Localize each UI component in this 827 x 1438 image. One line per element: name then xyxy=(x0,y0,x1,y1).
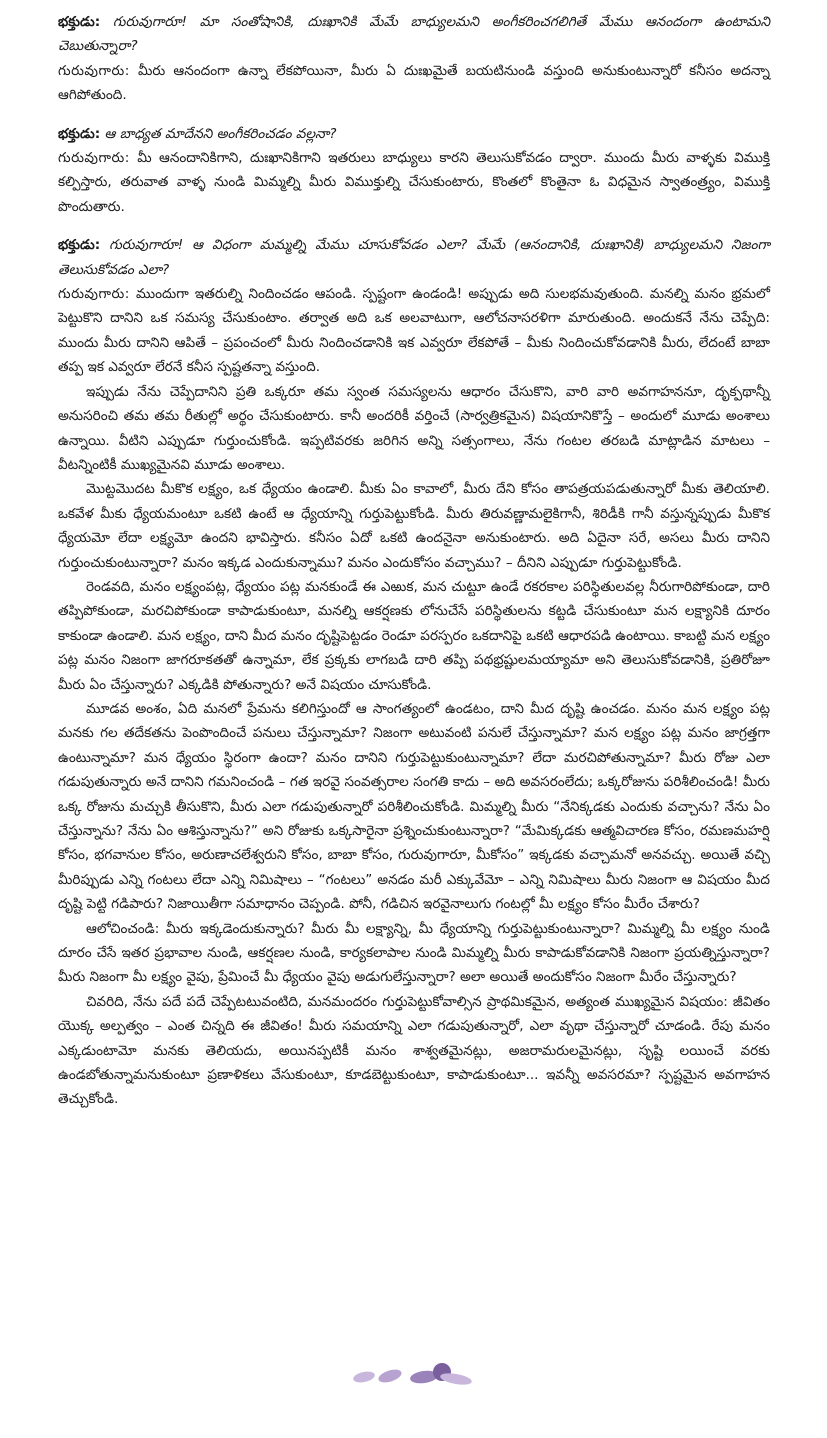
devotee-question xyxy=(58,10,770,59)
guru-answer xyxy=(58,146,770,219)
guru-label: గురువుగారు: xyxy=(58,62,130,79)
answer-paragraph: రెండవది, మనం లక్ష్యంపట్ల, ధ్యేయం పట్ల మనకుండే ఈ ఎఱుక, మన చుట్టూ ఉండే రకరకాల పరిస్థితులవల్ల నీరుగారిపోకుండా, దారి తప్పిపోకుండా, మరచిపోకుండా కాపాడుకుంటూ, మనల్ని ఆకర్షణకు లోనుచేసే పరిస్థితులను కట్టడి చేసుకుంటూ మన లక్ష్యానికి దూరం కాకుండా ఉండాలి. మన లక్ష్యం, దాని మీద మనం దృష్టిపెట్టడం రెండూ పరస్పరం ఒకదానిపై ఒకటి ఆధారపడి ఉంటాయి. కాబట్టి మన లక్ష్యం పట్ల మనం నిజంగా జాగరూకతతో ఉన్నామా, లేక ప్రక్కకు లాగబడి దారి తప్పి పథభ్రష్టులమయ్యామా అని తెలుసుకోవడానికి, ప్రతిరోజూ మీరు ఏం చేస్తున్నారు? ఎక్కడికి పోతున్నారు? అనే విషయం చూసుకోండి. xyxy=(58,578,770,693)
qa-block-1 xyxy=(58,10,770,108)
answer-paragraph: చివరిది, నేను పదే పదే చెప్పేటటువంటిది, మనమందరం గుర్తుపెట్టుకోవాల్సిన ప్రాథమికమైన, అత్యంత ముఖ్యమైన విషయం: జీవితం యొక్క అల్పత్వం – ఎంత చిన్నది ఈ జీవితం! మీరు సమయాన్ని ఎలా గడుపుతున్నారో, ఎలా వృథా చేస్తున్నారో చూడండి. రేపు మనం ఎక్కడుంటామో మనకు తెలియదు, అయినప్పటికీ మనం శాశ్వతమైనట్లు, అజరామరులమైనట్లు, సృష్టి లయించే వరకు ఉండబోతున్నామనుకుంటూ ప్రణాళికలు వేసుకుంటూ, కూడబెట్టుకుంటూ, కాపాడుకుంటూ... ఇవన్నీ అవసరమా? స్పష్టమైన అవగాహన తెచ్చుకోండి. xyxy=(58,993,770,1108)
question-text: ఆ బాధ్యత మాదేనని అంగీకరించడం వల్లనా? xyxy=(104,125,337,142)
guru-label: గురువుగారు: xyxy=(58,286,130,303)
devotee-question xyxy=(58,122,770,146)
question-text: గురువుగారూ! మా సంతోషానికి, దుఃఖానికి మేమే బాధ్యులమని అంగీకరించగలిగితే మేము ఆనందంగా ఉంటామని చెబుతున్నారా? xyxy=(58,14,770,55)
answer-text: మీరు ఆనందంగా ఉన్నా లేకపోయినా, మీరు ఏ దుఃఖమైతే బయటినుండి వస్తుంది అనుకుంటున్నారో కనీసం అదన్నా ఆగిపోతుంది. xyxy=(58,62,770,104)
petal-icon xyxy=(352,1370,376,1384)
devotee-label: భక్తుడు: xyxy=(58,125,101,142)
guru-label: గురువుగారు: xyxy=(58,150,130,167)
question-text: గురువుగారూ! ఆ విధంగా మమ్మల్ని మేము చూసుకోవడం ఎలా? మేమే (ఆనందానికి, దుఃఖానికి) బాధ్యులమని నిజంగా తెలుసుకోవడం ఎలా? xyxy=(58,237,771,278)
devotee-label: భక్తుడు: xyxy=(58,14,101,30)
document-page xyxy=(58,10,770,1126)
devotee-label: భక్తుడు: xyxy=(58,237,101,254)
answer-paragraph: ఇప్పుడు నేను చెప్పేదానిని ప్రతి ఒక్కరూ తమ స్వంత సమస్యలను ఆధారం చేసుకొని, వారి వారి అవగాహననూ, దృక్పథాన్నీ అనుసరించి తమ తమ రీతుల్లో అర్థం చేసుకుంటారు. కానీ అందరికీ వర్తించే (సార్వత్రికమైన) విషయానికొస్తే – అందులో మూడు అంశాలు ఉన్నాయి. వీటిని ఎప్పుడూ గుర్తుంచుకోండి. ఇప్పటివరకు జరిగిన అన్ని సత్సంగాలు, నేను గంటల తరబడి మాట్లాడిన మాటలు – వీటన్నింటికీ ముఖ్యమైనవి మూడు అంశాలు. xyxy=(58,383,770,473)
guru-answer xyxy=(58,282,770,380)
qa-block-3 xyxy=(58,233,770,1112)
petal-icon xyxy=(377,1367,403,1385)
answer-paragraph: ఆలోచించండి: మీరు ఇక్కడెందుకున్నారు? మీరు మీ లక్ష్యాన్ని, మీ ధ్యేయాన్ని గుర్తుపెట్టుకుంటున్నారా? మిమ్మల్ని మీ లక్ష్యం నుండి దూరం చేసే ఇతర ప్రభావాల నుండి, ఆకర్షణల నుండి, కార్యకలాపాల నుండి మిమ్మల్ని మీరు కాపాడుకోవడానికి నిజంగా ప్రయత్నిస్తున్నారా? మీరు నిజంగా మీ లక్ష్యం వైపు, ప్రేమించే మీ ధ్యేయం వైపు అడుగులేస్తున్నారా? అలా అయితే అందుకోసం నిజంగా మీరేం చేస్తున్నారు? xyxy=(58,920,770,986)
lotus-petals-ornament-icon xyxy=(352,1360,476,1390)
answer-text: మీ ఆనందానికిగాని, దుఃఖానికిగాని ఇతరులు బాధ్యులు కారని తెలుసుకోవడం ద్వారా. ముందు మీరు వాళ్ళకు విముక్తి కల్పిస్తారు, తరువాత వాళ్ళ నుండి మిమ్మల్ని మీరు విముక్తుల్ని చేసుకుంటారు, కొంతలో కొంతైనా ఓ విధమైన స్వాతంత్ర్యం, విముక్తి పొందుతారు. xyxy=(58,150,770,215)
answer-paragraph: మూడవ అంశం, ఏది మనలో ప్రేమను కలిగిస్తుందో ఆ సాంగత్యంలో ఉండటం, దాని మీద దృష్టి ఉంచడం. మనం మన లక్ష్యం పట్ల మనకు గల తదేకతను పెంపొందించే పనులు చేస్తున్నామా? నిజంగా అటువంటి పనులే చేస్తున్నామా? మన లక్ష్యం పట్ల మనం జాగ్రత్తగా ఉంటున్నామా? మన ధ్యేయం స్థిరంగా ఉందా? మనం దానిని గుర్తుపెట్టుకుంటున్నామా? లేదా మరచిపోతున్నామా? మీరు రోజు ఎలా గడుపుతున్నారు అనే దానిని గమనించండి – గత ఇరవై సంవత్సరాల సంగతి కాదు – అది అవసరంలేదు; ఒక్కరోజును పరిశీలించండి! మీరు ఒక్క రోజును మచ్చుకి తీసుకొని, మీరు ఎలా గడుపుతున్నారో పరిశీలించుకోండి. మిమ్మల్ని మీరు “నేనిక్కడకు ఎందుకు వచ్చాను? నేను ఏం చేస్తున్నాను? నేను ఏం ఆశిస్తున్నాను?” అని రోజుకు ఒక్కసారైనా ప్రశ్నించుకుంటున్నారా? “మేమిక్కడకు ఆత్మవిచారణ కోసం, రమణమహర్షి కోసం, భగవానుల కోసం, అరుణాచలేశ్వరుని కోసం, బాబా కోసం, గురువుగారూ, మీకోసం” ఇక్కడకు వచ్చామనో అనవచ్చు. అయితే వచ్చి మీరిప్పుడు ఎన్ని గంటలు లేదా ఎన్ని నిమిషాలు – “గంటలు” అనడం మరీ ఎక్కువేమో – ఎన్ని నిమిషాలు మీరు నిజంగా ఆ విషయం మీద దృష్టి పెట్టి గడిపారు? నిజాయితీగా సమాధానం చెప్పండి. పోనీ, గడిచిన ఇరవైనాలుగు గంటల్లో మీ లక్ష్యం కోసం మీరేం చేశారు? xyxy=(58,700,770,913)
qa-block-2 xyxy=(58,122,770,220)
answer-paragraph: మొట్టమొదట మీకొక లక్ష్యం, ఒక ధ్యేయం ఉండాలి. మీకు ఏం కావాలో, మీరు దేని కోసం తాపత్రయపడుతున్నారో మీకు తెలియాలి. ఒకవేళ మీకు ధ్యేయమంటూ ఒకటి ఉంటే ఆ ధ్యేయాన్ని గుర్తుపెట్టుకోండి. మీరు తిరువణ్ణామలైకిగానీ, శిరిడీకి గానీ వస్తున్నప్పుడు మీకొక ధ్యేయమో లేదా లక్ష్యమో ఉందని భావిస్తారు. కనీసం ఏదో ఒకటి ఉందనైనా అనుకుంటారు. అది ఏదైనా సరే, అసలు మీరు దానిని గుర్తుంచుకుంటున్నారా? మనం ఇక్కడ ఎందుకున్నాము? మనం ఎందుకోసం వచ్చాము? – దీనిని ఎప్పుడూ గుర్తుపెట్టుకోండి. xyxy=(58,481,770,571)
guru-answer xyxy=(58,59,770,108)
answer-text: ముందుగా ఇతరుల్ని నిందించడం ఆపండి. స్పష్టంగా ఉండండి! అప్పుడు అది సులభమవుతుంది. మనల్ని మనం భ్రమలో పెట్టుకొని దానిని ఒక సమస్య చేసుకుంటాం. తర్వాత అది ఒక అలవాటుగా, ఆలోచనాసరళిగా మారుతుంది. అందుకనే నేను చెప్పేది: ముందు మీరు దానిని ఆపితే – ప్రపంచంలో మీరు నిందించడానికి ఇక ఎవ్వరూ లేకపోతే – మీకు నిందించుకోవడానికి మీరు, లేదంటే బాబా తప్ప ఇక ఎవ్వరూ లేరనే కనీస స్పష్టతన్నా వస్తుంది. xyxy=(58,286,770,376)
devotee-question xyxy=(58,233,770,282)
